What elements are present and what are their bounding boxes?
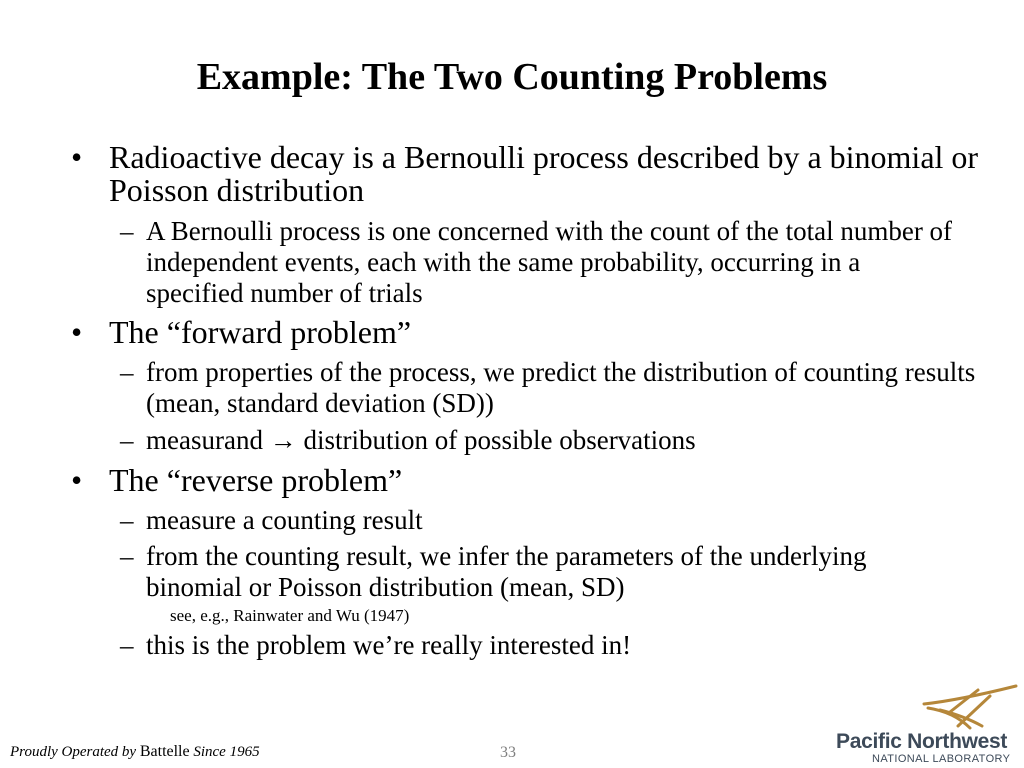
bullet-3-sub-2-text: from the counting result, we infer the parameters of the underlying binomial or Poisson distribution (mean, SD) <box>146 541 867 602</box>
pnnl-mark-icon <box>920 682 1020 734</box>
bullet-2 <box>71 314 979 350</box>
since-year: Since 1965 <box>193 744 260 760</box>
bullet-3-sub-3-text: this is the problem we’re really interested in! <box>146 630 632 660</box>
bullet-2-sub-1-text: from properties of the process, we predict the distribution of counting results (mean, standard deviation (SD)) <box>146 357 976 418</box>
page-number: 33 <box>500 744 516 761</box>
bullet-3-sub-2 <box>120 541 936 603</box>
bullet-marker: • <box>71 314 83 350</box>
bullet-marker: • <box>71 462 83 498</box>
bullet-2-sub-2 <box>120 425 986 456</box>
bullet-1-sub-1-text: A Bernoulli process is one concerned with the count of the total number of independent events, each with the same probability, occurring in a specified number of trials <box>146 216 953 308</box>
dash-marker: – <box>120 357 134 387</box>
battelle-brand: Battelle <box>139 743 190 760</box>
bullet-3-sub-1 <box>120 505 986 536</box>
bullet-marker: • <box>71 139 83 175</box>
footer-operated-by <box>10 743 260 761</box>
bullet-3-sub-1-text: measure a counting result <box>146 505 423 535</box>
bullet-3 <box>71 462 979 498</box>
logo-title: Pacific Northwest <box>836 730 1008 753</box>
citation-note: see, e.g., Rainwater and Wu (1947) <box>170 606 410 625</box>
bullet-3-sub-3 <box>120 630 986 661</box>
dash-marker: – <box>120 216 134 246</box>
bullet-2-text: The “forward problem” <box>109 314 412 350</box>
dash-marker: – <box>120 541 134 571</box>
bullet-1 <box>71 139 979 208</box>
bullet-2-sub-1 <box>120 357 976 419</box>
dash-marker: – <box>120 425 134 455</box>
bullet-1-text: Radioactive decay is a Bernoulli process described by a binomial or Poisson distribution <box>109 139 979 208</box>
pnnl-logo <box>828 680 1024 768</box>
dash-marker: – <box>120 505 134 535</box>
slide-title: Example: The Two Counting Problems <box>196 56 828 98</box>
operated-prefix: Proudly Operated by <box>10 744 137 760</box>
bullet-2-sub-2-text: measurand → distribution of possible observations <box>146 425 696 455</box>
bullet-1-sub-1 <box>120 216 956 309</box>
bullet-3-text: The “reverse problem” <box>109 462 403 498</box>
dash-marker: – <box>120 630 134 660</box>
logo-subtitle: NATIONAL LABORATORY <box>872 753 1011 765</box>
